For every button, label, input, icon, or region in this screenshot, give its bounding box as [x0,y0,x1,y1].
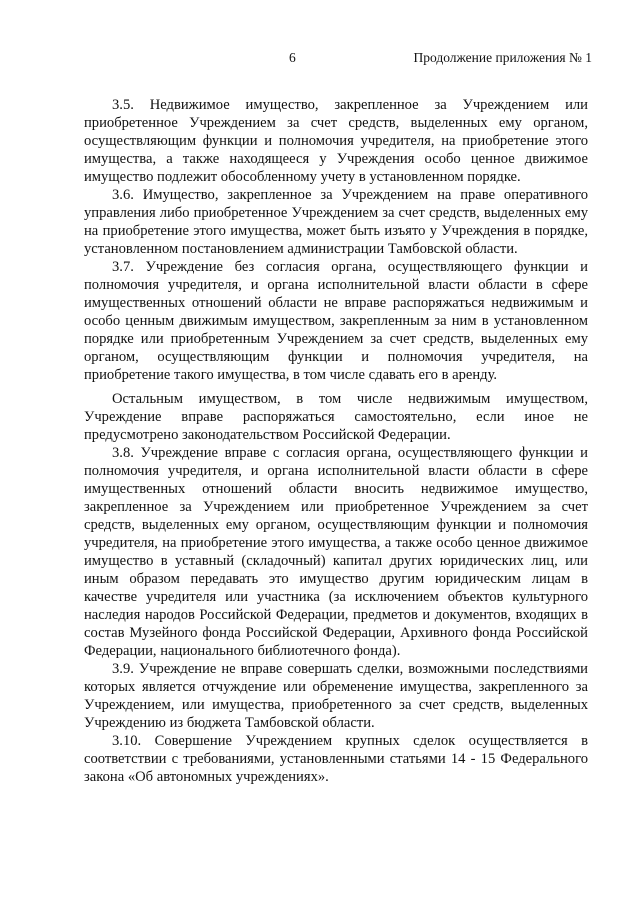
paragraph-3-7-continued: Остальным имуществом, в том числе недвижимым имуществом, Учреждение вправе распоряжаться самостоятельно, если иное не предусмотрено законодательством Российской Федерации. [84,391,588,443]
paragraph-3-5: 3.5. Недвижимое имущество, закрепленное за Учреждением или приобретенное Учреждением за счет средств, выделенных ему органом, осуществляющим функции и полномочия учредителя, на приобретение этого имущества, а также находящееся у Учреждения особо ценное движимое имущество подлежит обособленному учету в установленном порядке. [84,97,588,185]
appendix-continuation-label: Продолжение приложения № 1 [413,50,592,65]
paragraph-3-8: 3.8. Учреждение вправе с согласия органа, осуществляющего функции и полномочия учредителя, и органа исполнительной власти области в сфере имущественных отношений области вносить недвижимое имущество, закрепленное за Учреждением или приобретенное Учреждением за счет средств, выделенных ему органом, осуществляющим функции и полномочия учредителя, на приобретение этого имущества, а также особо ценное движимое имущество в уставный (складочный) капитал других юридических лиц, или иным образом передавать это имущество другим юридическим лицам в качестве учредителя или участника (за исключением объектов культурного наследия народов Российской Федерации, предметов и документов, входящих в состав Музейного фонда Российской Федерации, Архивного фонда Российской Федерации, национального библиотечного фонда). [84,445,588,659]
page-header [0,50,640,70]
paragraph-3-10: 3.10. Совершение Учреждением крупных сделок осуществляется в соответствии с требованиями, установленными статьями 14 - 15 Федерального закона «Об автономных учреждениях». [84,733,588,785]
paragraph-3-9: 3.9. Учреждение не вправе совершать сделки, возможными последствиями которых является отчуждение или обременение имущества, закрепленного за Учреждением, или имущества, приобретенного за счет средств, выделенных Учреждению из бюджета Тамбовской области. [84,661,588,731]
paragraph-3-6: 3.6. Имущество, закрепленное за Учреждением на праве оперативного управления либо приобретенное Учреждением за счет средств, выделенных ему на приобретение этого имущества, может быть изъято у Учреждения в порядке, установленном постановлением администрации Тамбовской области. [84,187,588,257]
paragraph-3-7: 3.7. Учреждение без согласия органа, осуществляющего функции и полномочия учредителя, и органа исполнительной власти области в сфере имущественных отношений области не вправе распоряжаться недвижимым и особо ценным движимым имуществом, закрепленным за ним в установленном порядке или приобретенным Учреждением за счет средств, выделенных ему органом, осуществляющим функции и полномочия учредителя, на приобретение такого имущества, в том числе сдавать его в аренду. [84,259,588,383]
document-body [84,96,588,786]
page-number: 6 [289,50,296,65]
